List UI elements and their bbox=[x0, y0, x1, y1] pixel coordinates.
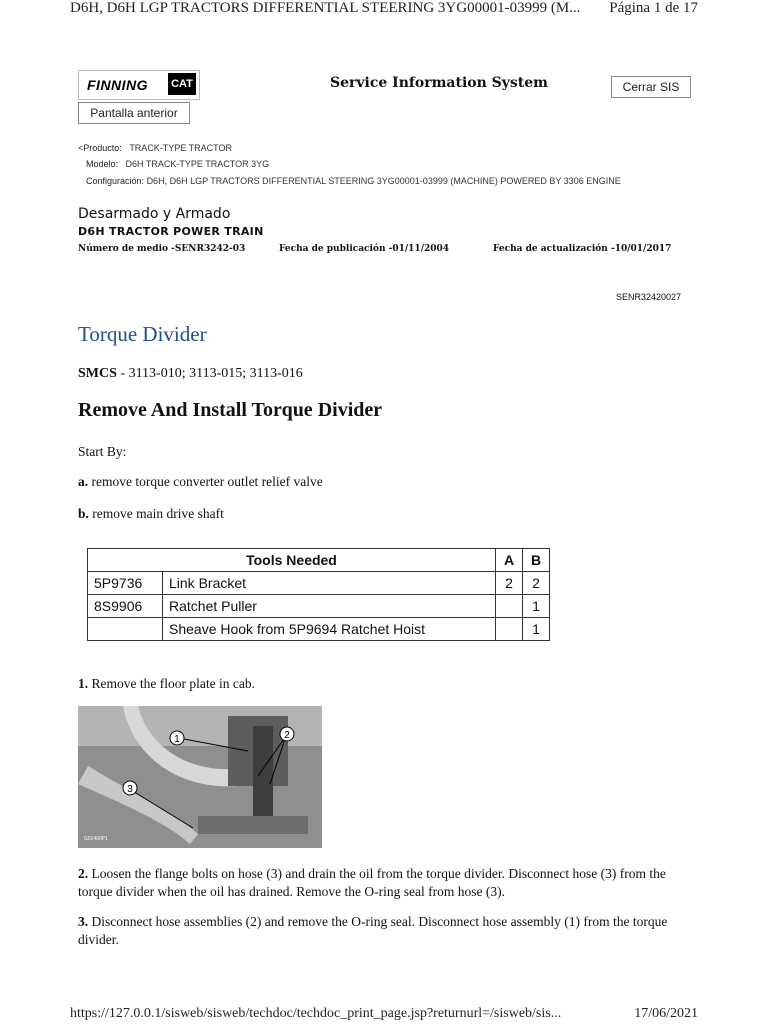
step-b-label: b. bbox=[78, 506, 89, 521]
meta-configuration bbox=[86, 176, 621, 186]
product-label: Producto: bbox=[83, 143, 122, 153]
section-title: Desarmado y Armado bbox=[78, 206, 231, 222]
qty-a bbox=[496, 618, 523, 641]
tools-table-header bbox=[88, 549, 550, 572]
torque-divider-photo bbox=[78, 706, 322, 848]
meta-model bbox=[86, 159, 269, 169]
step-2-label: 2. bbox=[78, 866, 89, 881]
smcs-line bbox=[78, 366, 303, 382]
tool-name: Ratchet Puller bbox=[163, 595, 496, 618]
config-value: D6H, D6H LGP TRACTORS DIFFERENTIAL STEERING 3YG00001-03999 (MACHINE) POWERED BY 3306 ENGINE bbox=[146, 176, 621, 186]
tool-name: Link Bracket bbox=[163, 572, 496, 595]
step-b-text: remove main drive shaft bbox=[88, 506, 224, 521]
table-row bbox=[88, 618, 550, 641]
part-number: 5P9736 bbox=[88, 572, 163, 595]
step-a-label: a. bbox=[78, 474, 89, 489]
tools-header: Tools Needed bbox=[88, 549, 496, 572]
part-number bbox=[88, 618, 163, 641]
step-3-label: 3. bbox=[78, 914, 89, 929]
model-label: Modelo: bbox=[86, 159, 119, 169]
finning-logo-text: FINNING bbox=[87, 77, 149, 93]
system-title: Service Information System bbox=[330, 75, 548, 91]
step-a-text: remove torque converter outlet relief valve bbox=[88, 474, 323, 489]
finning-cat-logo bbox=[78, 70, 200, 100]
back-button[interactable]: Pantalla anterior bbox=[78, 102, 190, 124]
doc-title: Remove And Install Torque Divider bbox=[78, 399, 383, 421]
start-by: Start By: bbox=[78, 444, 127, 459]
callout-label-2: 2 bbox=[284, 730, 290, 741]
meta-product bbox=[78, 143, 232, 153]
config-label: Configuración: bbox=[86, 176, 145, 186]
product-link[interactable]: TRACK-TYPE TRACTOR bbox=[129, 143, 232, 153]
section-subtitle: D6H TRACTOR POWER TRAIN bbox=[78, 225, 264, 238]
step-1-label: 1. bbox=[78, 676, 89, 691]
qty-a bbox=[496, 595, 523, 618]
col-b-header: B bbox=[523, 549, 550, 572]
print-header bbox=[70, 0, 710, 18]
tools-table bbox=[87, 548, 550, 641]
qty-a: 2 bbox=[496, 572, 523, 595]
table-row bbox=[88, 595, 550, 618]
callout-label-1: 1 bbox=[174, 734, 180, 745]
step-a bbox=[78, 473, 323, 491]
tool-name: Sheave Hook from 5P9694 Ratchet Hoist bbox=[163, 618, 496, 641]
cat-logo-badge: CAT bbox=[168, 73, 196, 95]
print-header-page: Página 1 de 17 bbox=[609, 0, 698, 16]
media-number: Número de medio -SENR3242-03 bbox=[78, 244, 246, 254]
caret-icon: < bbox=[78, 143, 84, 153]
table-row bbox=[88, 572, 550, 595]
close-sis-button[interactable]: Cerrar SIS bbox=[611, 76, 691, 98]
print-header-title: D6H, D6H LGP TRACTORS DIFFERENTIAL STEERING 3YG00001-03999 (M... bbox=[70, 0, 581, 16]
step-2-text: Loosen the flange bolts on hose (3) and drain the oil from the torque divider. Disconnect hose (3) from the torque divider when the oil has drained. Remove the O-ring seal from hose (3). bbox=[78, 866, 666, 899]
part-number: 8S9906 bbox=[88, 595, 163, 618]
qty-b: 2 bbox=[523, 572, 550, 595]
step-2 bbox=[78, 865, 698, 901]
flange-area bbox=[198, 816, 308, 834]
update-date: Fecha de actualización -10/01/2017 bbox=[493, 244, 672, 254]
step-3-text: Disconnect hose assemblies (2) and remove the O-ring seal. Disconnect hose assembly (1) from the torque divider. bbox=[78, 914, 668, 947]
step-1 bbox=[78, 675, 255, 693]
step-b bbox=[78, 505, 224, 523]
print-footer-url: https://127.0.0.1/sisweb/sisweb/techdoc/techdoc_print_page.jsp?returnurl=/sisweb/sis... bbox=[70, 1006, 562, 1021]
qty-b: 1 bbox=[523, 618, 550, 641]
step-1-text: Remove the floor plate in cab. bbox=[88, 676, 255, 691]
reference-code: SENR32420027 bbox=[616, 292, 682, 302]
publication-date: Fecha de publicación -01/11/2004 bbox=[279, 244, 450, 254]
model-value: D6H TRACK-TYPE TRACTOR 3YG bbox=[125, 159, 270, 169]
photo-illustration bbox=[78, 706, 322, 848]
doc-heading: Torque Divider bbox=[78, 322, 207, 346]
step-3 bbox=[78, 913, 698, 949]
qty-b: 1 bbox=[523, 595, 550, 618]
smcs-value: - 3113-010; 3113-015; 3113-016 bbox=[116, 366, 303, 381]
photo-code: G01400P1 bbox=[84, 836, 108, 842]
pipe-vertical bbox=[253, 726, 273, 821]
col-a-header: A bbox=[496, 549, 523, 572]
callout-label-3: 3 bbox=[127, 784, 133, 795]
print-footer-date: 17/06/2021 bbox=[634, 1006, 698, 1021]
smcs-label: SMCS bbox=[78, 366, 117, 381]
